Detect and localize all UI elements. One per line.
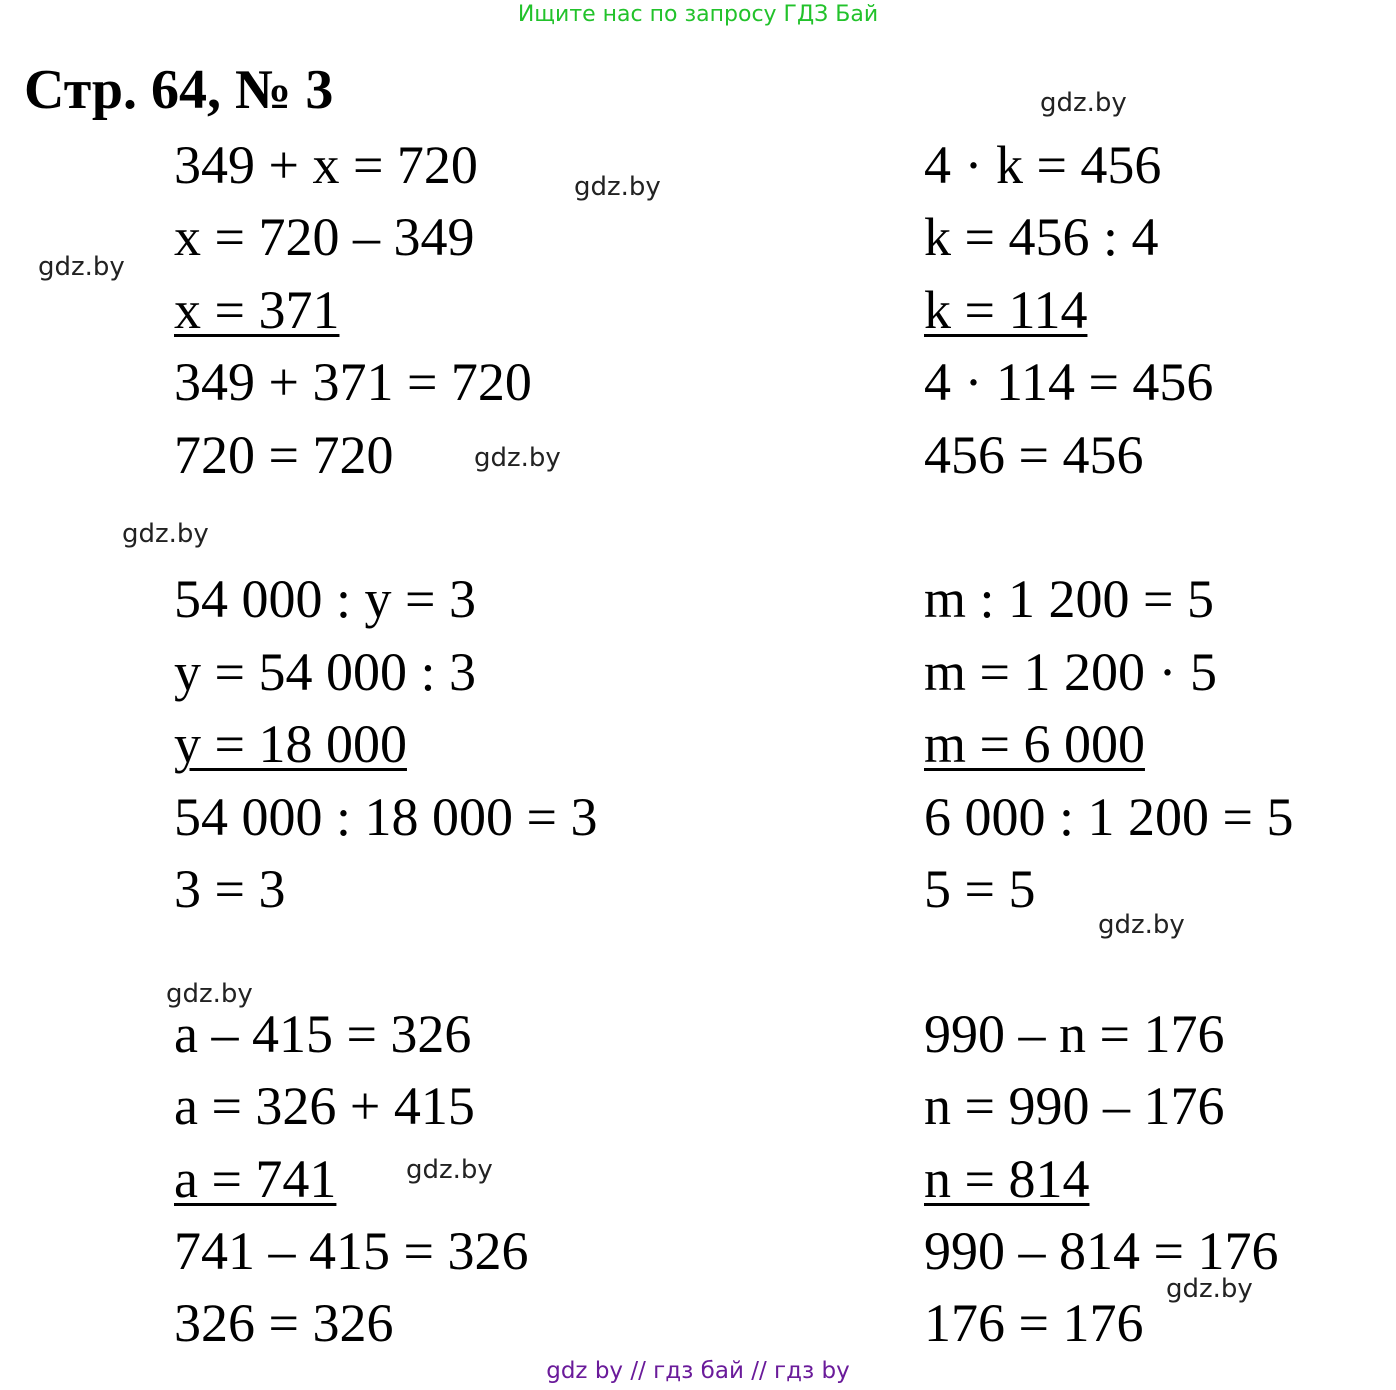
check-line: 54 000 : 18 000 = 3: [174, 787, 598, 847]
answer-line: n = 814: [924, 1149, 1090, 1209]
check-result-line: 326 = 326: [174, 1293, 394, 1353]
watermark: gdz.by: [38, 252, 125, 282]
answer-line: a = 741: [174, 1149, 337, 1209]
equation-line: m : 1 200 = 5: [924, 569, 1214, 629]
watermark: gdz.by: [1098, 910, 1185, 940]
check-line: 349 + 371 = 720: [174, 352, 532, 412]
footer-links[interactable]: gdz by // гдз бай // гдз by: [546, 1358, 850, 1384]
equation-line: x = 720 – 349: [174, 207, 475, 267]
top-banner[interactable]: Ищите нас по запросу ГДЗ Бай: [517, 2, 879, 27]
check-line: 990 – 814 = 176: [924, 1221, 1279, 1281]
equation-line: k = 456 : 4: [924, 207, 1159, 267]
answer-line: k = 114: [924, 280, 1088, 340]
check-line: 741 – 415 = 326: [174, 1221, 529, 1281]
check-result-line: 176 = 176: [924, 1293, 1144, 1353]
watermark: gdz.by: [166, 979, 253, 1009]
check-result-line: 3 = 3: [174, 859, 286, 919]
equation-line: 54 000 : y = 3: [174, 569, 476, 629]
watermark: gdz.by: [122, 519, 209, 549]
check-line: 4 · 114 = 456: [924, 352, 1214, 412]
answer-line: m = 6 000: [924, 714, 1145, 774]
check-result-line: 456 = 456: [924, 425, 1144, 485]
equation-line: m = 1 200 · 5: [924, 642, 1217, 702]
check-line: 6 000 : 1 200 = 5: [924, 787, 1294, 847]
answer-line: x = 371: [174, 280, 340, 340]
watermark: gdz.by: [1166, 1274, 1253, 1304]
equation-line: 349 + x = 720: [174, 135, 478, 195]
equation-line: y = 54 000 : 3: [174, 642, 476, 702]
watermark: gdz.by: [406, 1155, 493, 1185]
equation-line: 4 · k = 456: [924, 135, 1162, 195]
check-result-line: 720 = 720: [174, 425, 394, 485]
check-result-line: 5 = 5: [924, 859, 1036, 919]
answer-line: y = 18 000: [174, 714, 407, 774]
watermark: gdz.by: [1040, 88, 1127, 118]
watermark: gdz.by: [474, 443, 561, 473]
equation-line: a – 415 = 326: [174, 1004, 472, 1064]
equation-line: 990 – n = 176: [924, 1004, 1225, 1064]
page-title: Стр. 64, № 3: [24, 59, 334, 121]
watermark: gdz.by: [574, 172, 661, 202]
equation-line: n = 990 – 176: [924, 1076, 1225, 1136]
equation-line: a = 326 + 415: [174, 1076, 475, 1136]
